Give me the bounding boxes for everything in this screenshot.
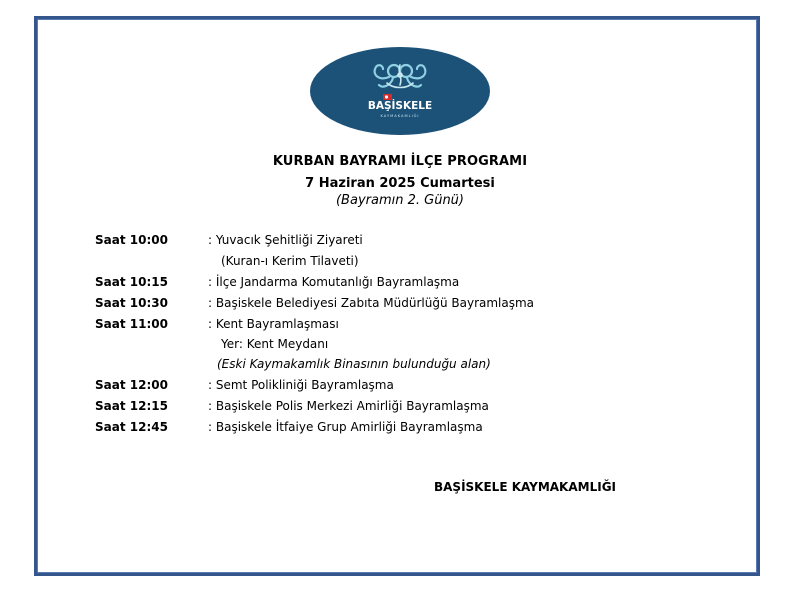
schedule-description: : Başiskele Polis Merkezi Amirliği Bayramlaşma — [208, 399, 489, 413]
schedule-description: : İlçe Jandarma Komutanlığı Bayramlaşma — [208, 275, 460, 289]
schedule-description: : Yuvacık Şehitliği Ziyareti — [208, 233, 363, 247]
schedule-time: Saat 10:30 — [95, 296, 168, 310]
program-title: KURBAN BAYRAMI İLÇE PROGRAMI — [272, 154, 528, 169]
signature: BAŞİSKELE KAYMAKAMLIĞI — [434, 480, 617, 494]
logo-subtitle: KAYMAKAMLIĞI — [380, 114, 420, 118]
schedule-note: (Kuran-ı Kerim Tilaveti) — [221, 254, 359, 268]
basiskele-logo — [309, 47, 491, 135]
schedule-description: : Başiskele İtfaiye Grup Amirliği Bayramlaşma — [208, 420, 483, 434]
schedule-time: Saat 12:00 — [95, 378, 168, 392]
schedule-description: : Kent Bayramlaşması — [208, 317, 339, 331]
logo-emblem — [309, 47, 491, 135]
program-subtitle: (Bayramın 2. Günü) — [335, 193, 464, 208]
schedule-time: Saat 10:15 — [95, 275, 168, 289]
schedule-note: Yer: Kent Meydanı — [221, 337, 329, 351]
schedule-time: Saat 11:00 — [95, 317, 168, 331]
schedule-note: (Eski Kaymakamlık Binasının bulunduğu alan) — [217, 357, 491, 371]
program-date: 7 Haziran 2025 Cumartesi — [305, 176, 495, 191]
logo-name: BAŞİSKELE — [367, 100, 433, 112]
logo-background — [310, 47, 490, 135]
schedule-time: Saat 12:15 — [95, 399, 168, 413]
schedule-time: Saat 12:45 — [95, 420, 168, 434]
schedule-description: : Başiskele Belediyesi Zabıta Müdürlüğü Bayramlaşma — [208, 296, 535, 310]
schedule-time: Saat 10:00 — [95, 233, 168, 247]
schedule-description: : Semt Polikliniği Bayramlaşma — [208, 378, 394, 392]
